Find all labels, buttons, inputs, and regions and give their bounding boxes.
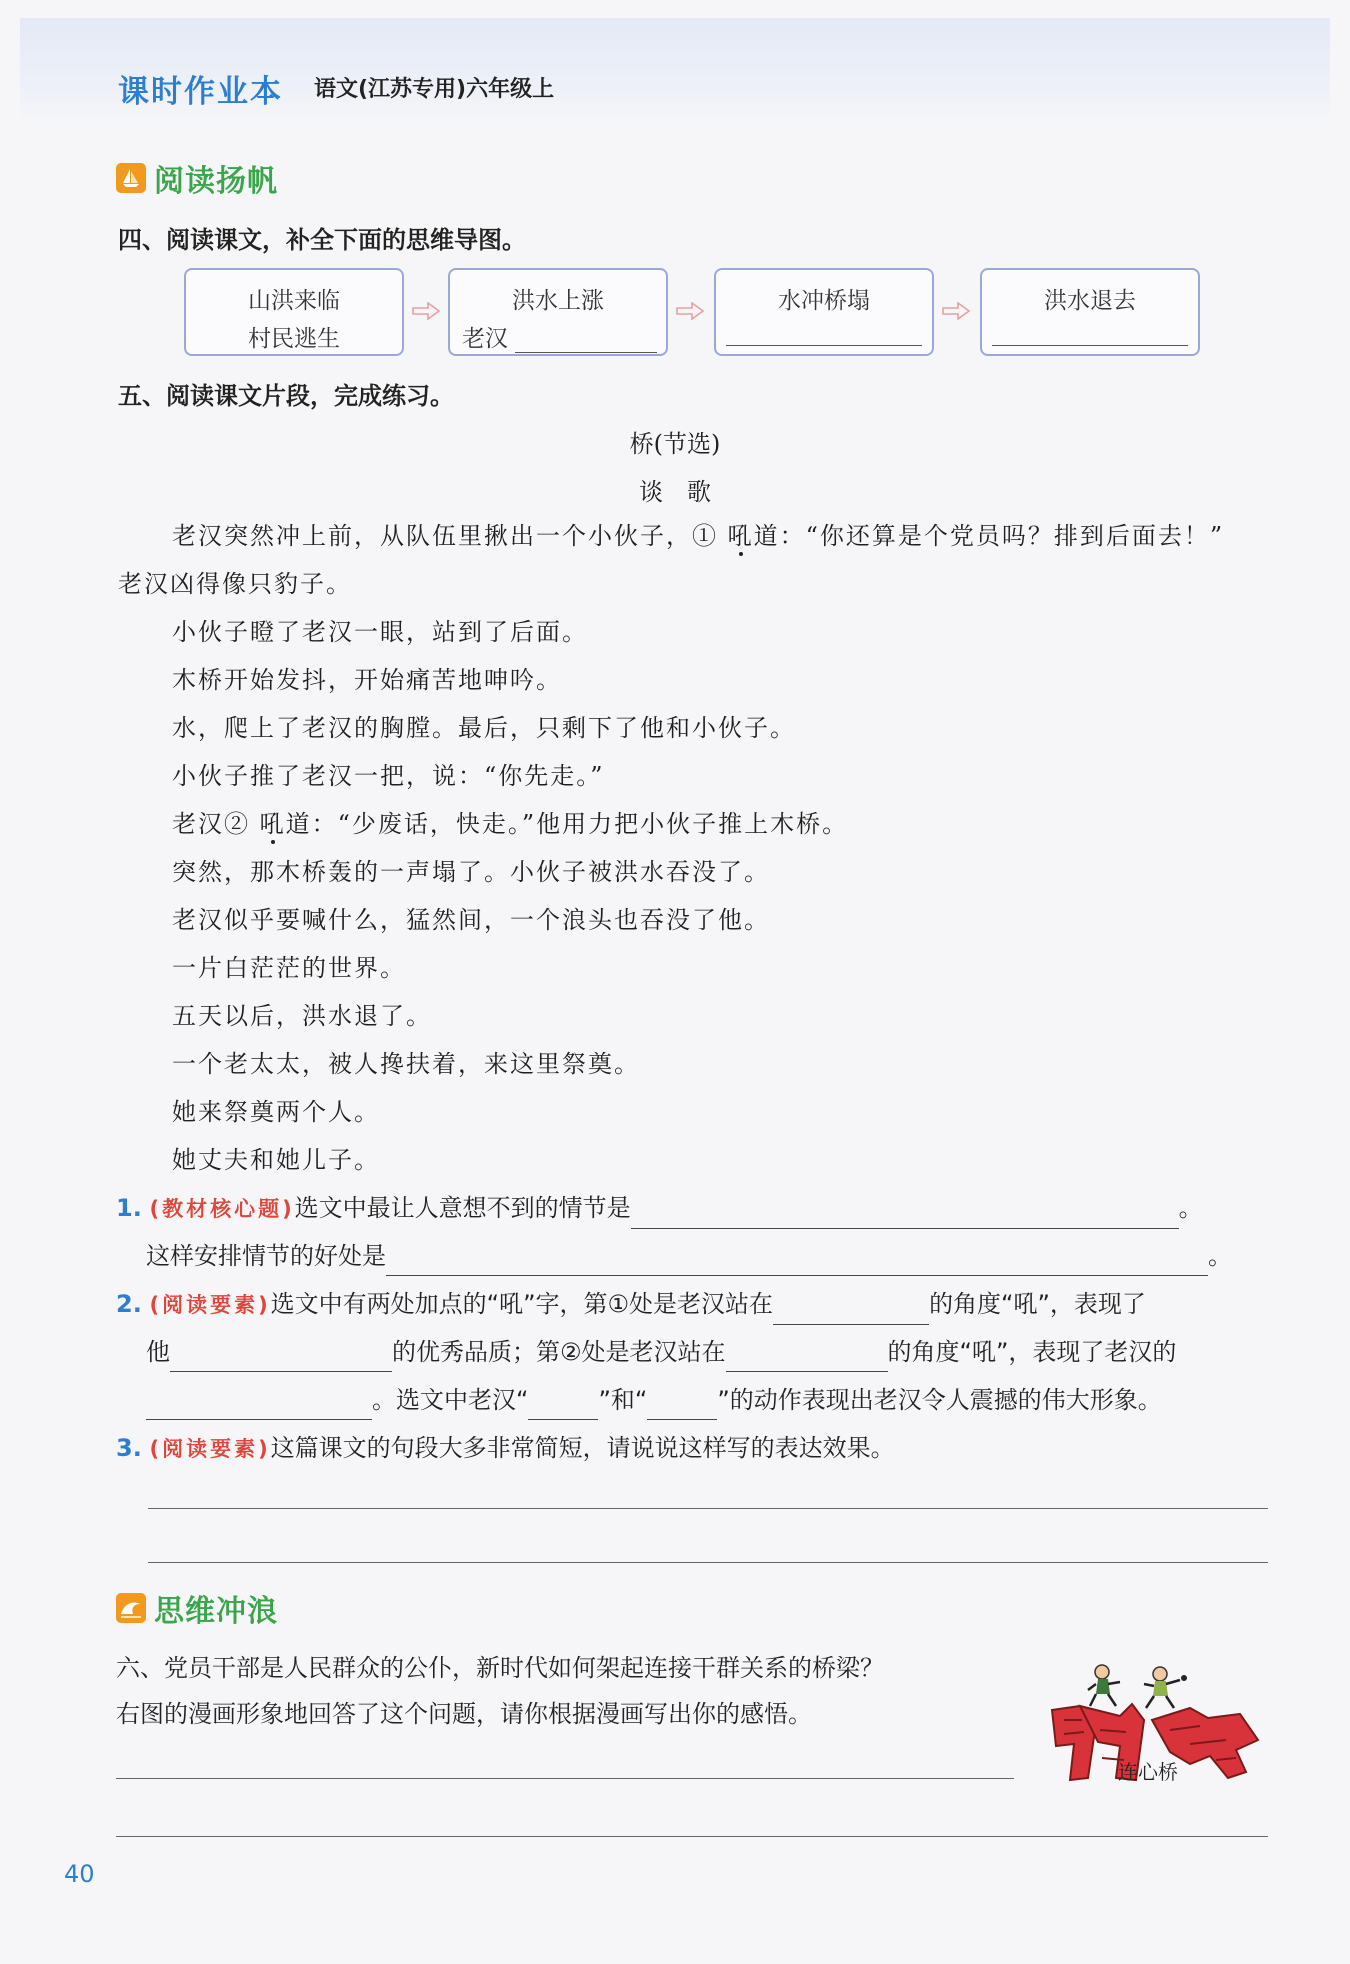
question-text: 他 bbox=[146, 1338, 170, 1366]
cartoon-caption: 连心桥 bbox=[1118, 1760, 1178, 1784]
question-text: ”的动作表现出老汉令人震撼的伟大形象。 bbox=[717, 1386, 1162, 1414]
passage-paragraph: 她来祭奠两个人。 bbox=[172, 1098, 380, 1126]
answer-line[interactable] bbox=[148, 1562, 1268, 1563]
passage-text: 老汉② bbox=[172, 810, 260, 838]
passage-paragraph: 老汉似乎要喊什么，猛然间，一个浪头也吞没了他。 bbox=[172, 906, 770, 934]
section-reading-title: 阅读扬帆 bbox=[154, 164, 278, 199]
question-text: 选文中最让人意想不到的情节是 bbox=[294, 1194, 631, 1222]
passage-paragraph: 她丈夫和她儿子。 bbox=[172, 1146, 380, 1174]
mindmap-box-2-line2-row bbox=[462, 320, 666, 353]
mindmap-box-3-line1: 水冲桥塌 bbox=[778, 288, 870, 314]
question-text: 这篇课文的句段大多非常简短，请说说这样写的表达效果。 bbox=[270, 1434, 895, 1462]
mindmap-box-4-line1: 洪水退去 bbox=[1044, 288, 1136, 314]
question-text: 。选文中老汉“ bbox=[372, 1386, 529, 1414]
answer-line[interactable] bbox=[116, 1836, 1268, 1837]
passage-paragraph: 老汉凶得像只豹子。 bbox=[118, 570, 352, 598]
mindmap-box-4-line2-row bbox=[982, 320, 1198, 346]
answer-blank[interactable] bbox=[726, 1341, 888, 1372]
passage-paragraph: 一片白茫茫的世界。 bbox=[172, 954, 406, 982]
mindmap-blank-1[interactable] bbox=[515, 330, 657, 353]
brand-title: 课时作业本 bbox=[118, 74, 283, 110]
question-text: 选文中有两处加点的“吼”字，第①处是老汉站在 bbox=[270, 1290, 774, 1318]
mindmap-box-3-line2-row bbox=[716, 320, 932, 346]
arrow-right-icon bbox=[942, 302, 970, 320]
answer-blank[interactable] bbox=[146, 1389, 372, 1420]
passage-text: 道：“你还算是个党员吗？排到后面去！” bbox=[753, 522, 1225, 550]
passage-paragraph: 小伙子推了老汉一把，说：“你先走。” bbox=[172, 762, 605, 790]
passage-paragraph: 一个老太太，被人搀扶着，来这里祭奠。 bbox=[172, 1050, 640, 1078]
q5-title: 五、阅读课文片段，完成练习。 bbox=[118, 382, 454, 410]
answer-blank[interactable] bbox=[170, 1341, 392, 1372]
passage-paragraph: 木桥开始发抖，开始痛苦地呻吟。 bbox=[172, 666, 562, 694]
mindmap-blank-3[interactable] bbox=[992, 323, 1188, 346]
passage-text: 道：“少废话，快走。”他用力把小伙子推上木桥。 bbox=[285, 810, 849, 838]
question-text: 的角度“吼”，表现了 bbox=[929, 1290, 1146, 1318]
question-2-line-2 bbox=[146, 1332, 1176, 1372]
question-number: 3. bbox=[116, 1434, 142, 1462]
mindmap-box-4 bbox=[980, 268, 1200, 356]
mindmap-box-3 bbox=[714, 268, 934, 356]
passage-paragraph: 水，爬上了老汉的胸膛。最后，只剩下了他和小伙子。 bbox=[172, 714, 796, 742]
section-reading-header bbox=[116, 156, 278, 200]
q6-line-1: 六、党员干部是人民群众的公仆，新时代如何架起连接干群关系的桥梁？ bbox=[116, 1654, 884, 1682]
mindmap-blank-2[interactable] bbox=[726, 323, 922, 346]
mindmap-box-1-line2: 村民逃生 bbox=[248, 326, 340, 352]
answer-line[interactable] bbox=[148, 1508, 1268, 1509]
answer-blank[interactable] bbox=[647, 1389, 717, 1420]
passage-title: 桥(节选) bbox=[629, 430, 721, 458]
answer-blank[interactable] bbox=[773, 1294, 929, 1325]
section-thinking-header bbox=[116, 1586, 278, 1630]
mindmap-box-2-line1: 洪水上涨 bbox=[512, 288, 604, 314]
answer-blank[interactable] bbox=[386, 1245, 1208, 1276]
question-text: 这样安排情节的好处是 bbox=[146, 1242, 386, 1270]
q4-title: 四、阅读课文，补全下面的思维导图。 bbox=[118, 226, 526, 254]
question-tag: (教材核心题) bbox=[149, 1197, 295, 1221]
answer-blank[interactable] bbox=[528, 1389, 598, 1420]
question-number: 1. bbox=[116, 1194, 142, 1222]
mindmap-box-1 bbox=[184, 268, 404, 356]
section-thinking-title: 思维冲浪 bbox=[154, 1594, 278, 1629]
question-text: 的优秀品质；第②处是老汉站在 bbox=[392, 1338, 726, 1366]
passage-text: 老汉突然冲上前，从队伍里揪出一个小伙子，① bbox=[172, 522, 728, 550]
arrow-right-icon bbox=[412, 302, 440, 320]
question-text: 的角度“吼”，表现了老汉的 bbox=[887, 1338, 1177, 1366]
question-3-line-1 bbox=[116, 1428, 895, 1469]
mindmap-box-2-line2: 老汉 bbox=[462, 326, 508, 352]
answer-line[interactable] bbox=[116, 1778, 1014, 1779]
question-2-line-3 bbox=[146, 1380, 1162, 1420]
passage-paragraph: 小伙子瞪了老汉一眼，站到了后面。 bbox=[172, 618, 588, 646]
page-number: 40 bbox=[64, 1860, 95, 1888]
question-1-line-1 bbox=[116, 1188, 1203, 1229]
passage-paragraph bbox=[172, 800, 1332, 848]
question-1-line-2 bbox=[146, 1236, 1232, 1276]
mindmap-box-1-line1: 山洪来临 bbox=[248, 288, 340, 314]
question-text: 。 bbox=[1208, 1242, 1232, 1270]
passage-paragraph: 五天以后，洪水退了。 bbox=[172, 1002, 432, 1030]
passage-paragraph bbox=[172, 512, 1332, 560]
question-text: 。 bbox=[1178, 1194, 1203, 1222]
subject-title: 语文(江苏专用)六年级上 bbox=[314, 77, 555, 102]
question-text: ”和“ bbox=[598, 1386, 648, 1414]
dotted-char: 吼 bbox=[727, 522, 754, 550]
sail-icon bbox=[116, 163, 146, 193]
question-number: 2. bbox=[116, 1290, 142, 1318]
answer-blank[interactable] bbox=[631, 1198, 1179, 1229]
question-2-line-1 bbox=[116, 1284, 1146, 1325]
question-tag: (阅读要素) bbox=[149, 1437, 271, 1461]
q6-line-2: 右图的漫画形象地回答了这个问题，请你根据漫画写出你的感悟。 bbox=[116, 1700, 812, 1728]
arrow-right-icon bbox=[676, 302, 704, 320]
question-tag: (阅读要素) bbox=[149, 1293, 271, 1317]
passage-paragraph: 突然，那木桥轰的一声塌了。小伙子被洪水吞没了。 bbox=[172, 858, 770, 886]
mindmap-box-2 bbox=[448, 268, 668, 356]
passage-author: 谈 歌 bbox=[639, 478, 711, 506]
wave-icon bbox=[116, 1593, 146, 1623]
dotted-char: 吼 bbox=[259, 810, 286, 838]
